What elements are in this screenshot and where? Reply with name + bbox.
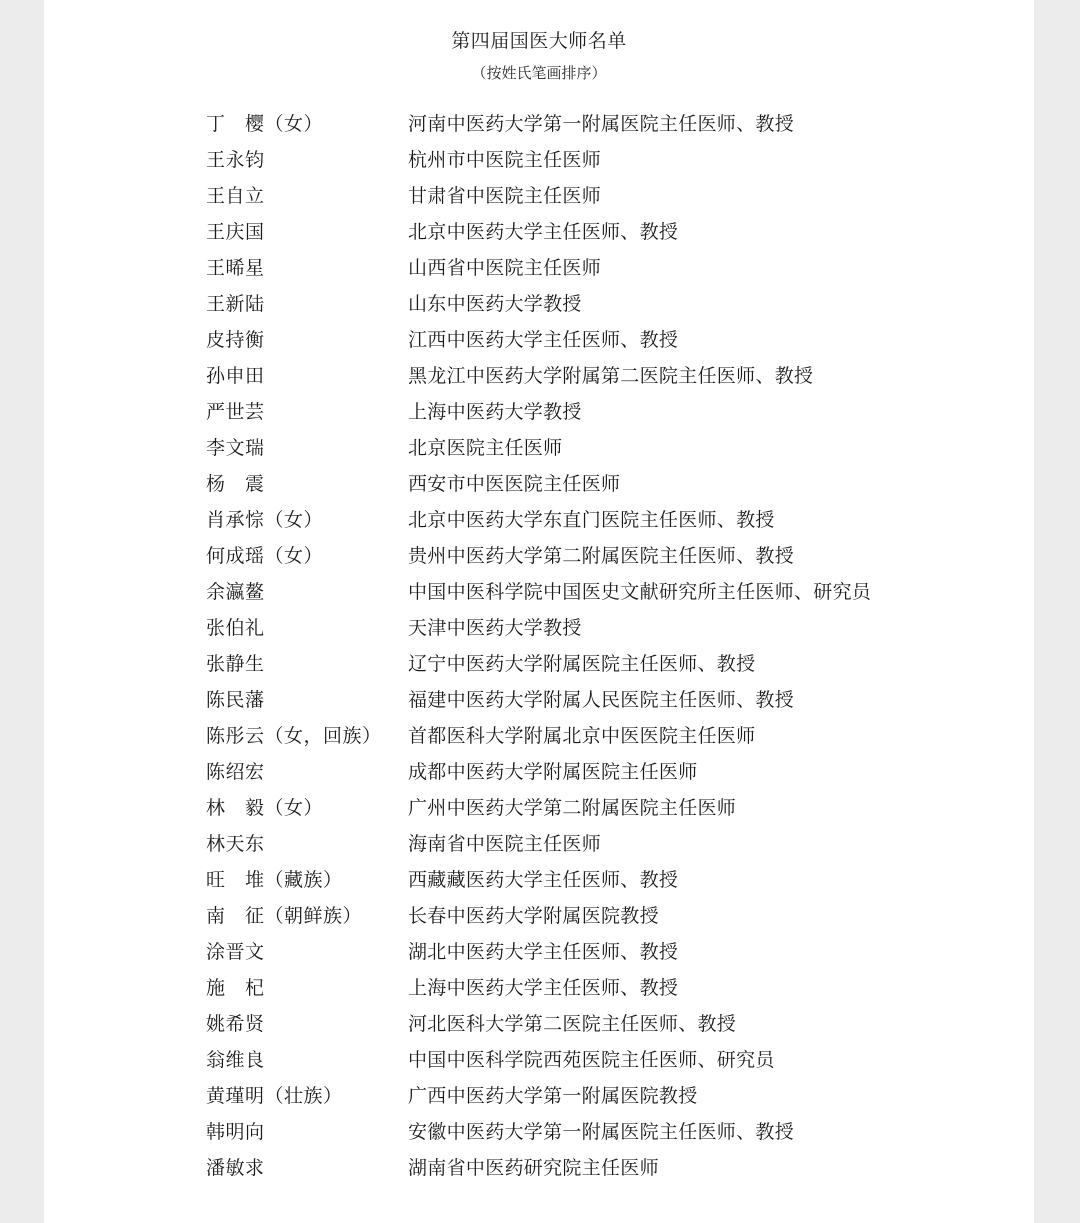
master-affiliation: 上海中医药大学主任医师、教授	[408, 977, 679, 999]
master-affiliation: 辽宁中医药大学附属医院主任医师、教授	[408, 653, 756, 675]
master-name: 余瀛鳌	[206, 581, 265, 603]
master-affiliation: 中国中医科学院中国医史文献研究所主任医师、研究员	[408, 581, 872, 603]
master-name: 韩明向	[206, 1121, 265, 1143]
master-affiliation: 海南省中医院主任医师	[408, 833, 602, 855]
master-name: 旺 堆（藏族）	[206, 869, 343, 891]
master-name: 林天东	[206, 833, 265, 855]
master-name: 王新陆	[206, 293, 265, 315]
master-affiliation: 中国中医科学院西苑医院主任医师、研究员	[408, 1049, 775, 1071]
master-affiliation: 杭州市中医院主任医师	[408, 149, 602, 171]
master-affiliation: 山东中医药大学教授	[408, 293, 582, 315]
master-name: 黄瑾明（壮族）	[206, 1085, 343, 1107]
master-name: 施 杞	[206, 977, 265, 999]
master-name: 王永钧	[206, 149, 265, 171]
master-name: 丁 樱（女）	[206, 113, 324, 135]
document-subtitle: （按姓氏笔画排序）	[471, 64, 607, 82]
master-affiliation: 福建中医药大学附属人民医院主任医师、教授	[408, 689, 795, 711]
master-name: 王庆国	[206, 221, 265, 243]
master-affiliation: 甘肃省中医院主任医师	[408, 185, 602, 207]
document-page	[44, 0, 1034, 1223]
master-name: 林 毅（女）	[206, 797, 324, 819]
master-affiliation: 西藏藏医药大学主任医师、教授	[408, 869, 679, 891]
master-affiliation: 河北医科大学第二医院主任医师、教授	[408, 1013, 737, 1035]
master-name: 陈民藩	[206, 689, 265, 711]
master-affiliation: 贵州中医药大学第二附属医院主任医师、教授	[408, 545, 795, 567]
master-affiliation: 北京中医药大学东直门医院主任医师、教授	[408, 509, 775, 531]
master-name: 李文瑞	[206, 437, 265, 459]
master-affiliation: 长春中医药大学附属医院教授	[408, 905, 659, 927]
master-name: 张伯礼	[206, 617, 265, 639]
master-name: 南 征（朝鲜族）	[206, 905, 363, 927]
master-affiliation: 湖北中医药大学主任医师、教授	[408, 941, 679, 963]
master-affiliation: 安徽中医药大学第一附属医院主任医师、教授	[408, 1121, 795, 1143]
master-name: 何成瑶（女）	[206, 545, 324, 567]
master-name: 王自立	[206, 185, 265, 207]
master-affiliation: 广西中医药大学第一附属医院教授	[408, 1085, 698, 1107]
master-name: 涂晋文	[206, 941, 265, 963]
master-name: 潘敏求	[206, 1157, 265, 1179]
master-name: 陈彤云（女，回族）	[206, 725, 382, 747]
master-name: 杨 震	[206, 473, 265, 495]
master-affiliation: 河南中医药大学第一附属医院主任医师、教授	[408, 113, 795, 135]
master-name: 张静生	[206, 653, 265, 675]
master-name: 严世芸	[206, 401, 265, 423]
master-name: 陈绍宏	[206, 761, 265, 783]
master-affiliation: 西安市中医医院主任医师	[408, 473, 621, 495]
master-name: 翁维良	[206, 1049, 265, 1071]
master-affiliation: 上海中医药大学教授	[408, 401, 582, 423]
master-affiliation: 黑龙江中医药大学附属第二医院主任医师、教授	[408, 365, 814, 387]
master-affiliation: 湖南省中医药研究院主任医师	[408, 1157, 659, 1179]
master-affiliation: 天津中医药大学教授	[408, 617, 582, 639]
master-affiliation: 北京中医药大学主任医师、教授	[408, 221, 679, 243]
master-name: 肖承悰（女）	[206, 509, 324, 531]
master-affiliation: 广州中医药大学第二附属医院主任医师	[408, 797, 737, 819]
master-affiliation: 成都中医药大学附属医院主任医师	[408, 761, 698, 783]
document-title: 第四届国医大师名单	[451, 30, 627, 52]
master-name: 王晞星	[206, 257, 265, 279]
master-name: 孙申田	[206, 365, 265, 387]
master-name: 姚希贤	[206, 1013, 265, 1035]
master-name: 皮持衡	[206, 329, 265, 351]
master-affiliation: 首都医科大学附属北京中医医院主任医师	[408, 725, 756, 747]
master-affiliation: 山西省中医院主任医师	[408, 257, 602, 279]
master-affiliation: 江西中医药大学主任医师、教授	[408, 329, 679, 351]
master-affiliation: 北京医院主任医师	[408, 437, 563, 459]
